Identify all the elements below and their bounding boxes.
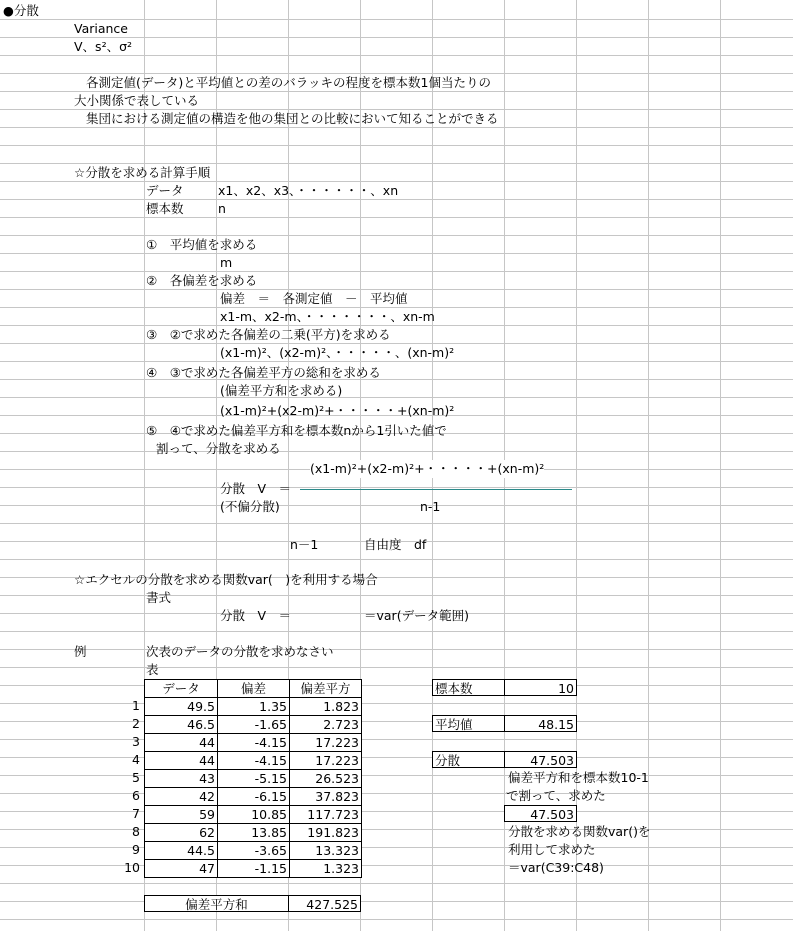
description-line-1: 各測定値(データ)と平均値との差のバラッキの程度を標本数1個当たりの [86,75,491,90]
fraction-bar [300,489,572,490]
row-number: 1 [132,698,140,713]
row-number: 8 [132,824,140,839]
step-3: ③ ②で求めた各偏差の二乗(平方)を求める [146,327,391,342]
row-number: 7 [132,806,140,821]
row-number: 3 [132,734,140,749]
table-row [145,716,362,734]
deviation-table [144,679,362,878]
example-label: 例 [74,644,87,659]
degrees-of-freedom-label: 自由度 df [364,537,427,552]
table-header-row [145,680,362,698]
excel-variance-label: 分散 V ＝ [220,608,292,623]
data-cell[interactable]: 44 [145,752,218,770]
header-data: データ [145,680,218,698]
squared-cell[interactable]: 1.323 [290,860,362,878]
deviation-formula: 偏差 ＝ 各測定値 － 平均値 [220,291,408,306]
fraction-denominator: n-1 [420,499,441,514]
step-5-continued: 割って、分散を求める [156,441,281,456]
sheet-title: ●分散 [3,3,39,18]
squares-list: (x1-m)²、(x2-m)²、・・・・・、(xn-m)² [220,345,455,360]
sample-size-value: n [218,201,226,216]
sample-count-value[interactable]: 10 [504,679,577,696]
note-line-2: で割って、求めた [506,788,606,803]
row-number: 5 [132,770,140,785]
format-label: 書式 [146,590,172,605]
row-number: 2 [132,716,140,731]
description-line-2: 大小関係で表している [74,93,200,108]
excel-heading: ☆エクセルの分散を求める関数var( )を利用する場合 [74,572,378,587]
deviation-list: x1-m、x2-m、・・・・・・・、xn-m [220,309,435,324]
deviation-cell[interactable]: -6.15 [218,788,290,806]
sample-count-label: 標本数 [432,679,505,696]
data-cell[interactable]: 59 [145,806,218,824]
row-number: 10 [124,860,140,875]
squared-cell[interactable]: 37.823 [290,788,362,806]
data-cell[interactable]: 62 [145,824,218,842]
variance-result-value[interactable]: 47.503 [504,751,577,768]
note-line-4: 利用して求めた [508,842,596,857]
step-2: ② 各偏差を求める [146,273,258,288]
deviation-cell[interactable]: -4.15 [218,752,290,770]
excel-formula: ＝var(データ範囲) [364,608,469,623]
deviation-cell[interactable]: 10.85 [218,806,290,824]
squared-cell[interactable]: 17.223 [290,752,362,770]
degrees-of-freedom-formula: n－1 [290,537,319,552]
table-row [145,842,362,860]
step-1: ① 平均値を求める [146,237,258,252]
deviation-cell[interactable]: -4.15 [218,734,290,752]
total-value[interactable]: 427.525 [288,895,361,912]
description-line-3: 集団における測定値の構造を他の集団との比較において知ることができる [86,111,499,126]
fraction-numerator: (x1-m)²+(x2-m)²+・・・・・+(xn-m)² [310,461,545,476]
procedure-heading: ☆分散を求める計算手順 [74,165,211,180]
row-number: 6 [132,788,140,803]
data-cell[interactable]: 44 [145,734,218,752]
table-row [145,824,362,842]
step-5: ⑤ ④で求めた偏差平方和を標本数nから1引いた値で [146,423,447,438]
symbols: V、s²、σ² [74,39,133,54]
data-cell[interactable]: 43 [145,770,218,788]
header-squared-deviation: 偏差平方 [290,680,362,698]
variance-label: 分散 V ＝ [220,481,292,496]
data-cell[interactable]: 46.5 [145,716,218,734]
row-number: 4 [132,752,140,767]
var-formula: ＝var(C39:C48) [508,860,604,875]
data-cell[interactable]: 47 [145,860,218,878]
table-row [145,734,362,752]
deviation-cell[interactable]: -3.65 [218,842,290,860]
data-cell[interactable]: 44.5 [145,842,218,860]
table-row [145,752,362,770]
table-row [145,698,362,716]
squared-cell[interactable]: 13.323 [290,842,362,860]
table-row [145,770,362,788]
table-row [145,806,362,824]
mean-symbol: m [220,255,233,270]
deviation-cell[interactable]: 13.85 [218,824,290,842]
step-4-note: (偏差平方和を求める) [220,383,343,398]
squared-cell[interactable]: 117.723 [290,806,362,824]
squared-cell[interactable]: 191.823 [290,824,362,842]
sum-formula: (x1-m)²+(x2-m)²+・・・・・+(xn-m)² [220,403,455,418]
deviation-cell[interactable]: -5.15 [218,770,290,788]
data-cell[interactable]: 42 [145,788,218,806]
sample-size-label: 標本数 [146,201,184,216]
deviation-cell[interactable]: -1.15 [218,860,290,878]
data-cell[interactable]: 49.5 [145,698,218,716]
table-row [145,788,362,806]
squared-cell[interactable]: 2.723 [290,716,362,734]
variance-var-value[interactable]: 47.503 [504,805,577,822]
squared-cell[interactable]: 17.223 [290,734,362,752]
squared-cell[interactable]: 26.523 [290,770,362,788]
english-name: Variance [74,21,128,36]
deviation-cell[interactable]: 1.35 [218,698,290,716]
squared-cell[interactable]: 1.823 [290,698,362,716]
mean-label: 平均値 [432,715,505,732]
data-value: x1、x2、x3、・・・・・・、xn [218,183,399,198]
example-instruction: 次表のデータの分散を求めなさい [146,644,334,659]
deviation-cell[interactable]: -1.65 [218,716,290,734]
note-line-3: 分散を求める関数var()を [508,824,651,839]
header-deviation: 偏差 [218,680,290,698]
table-label: 表 [146,662,159,677]
mean-value[interactable]: 48.15 [504,715,577,732]
table-row [145,860,362,878]
unbiased-variance-label: (不偏分散) [220,499,280,514]
row-number: 9 [132,842,140,857]
step-4: ④ ③で求めた各偏差平方の総和を求める [146,365,381,380]
data-label: データ [146,183,184,198]
variance-result-label: 分散 [432,751,505,768]
total-label: 偏差平方和 [144,895,289,912]
note-line-1: 偏差平方和を標本数10-1 [508,770,649,785]
